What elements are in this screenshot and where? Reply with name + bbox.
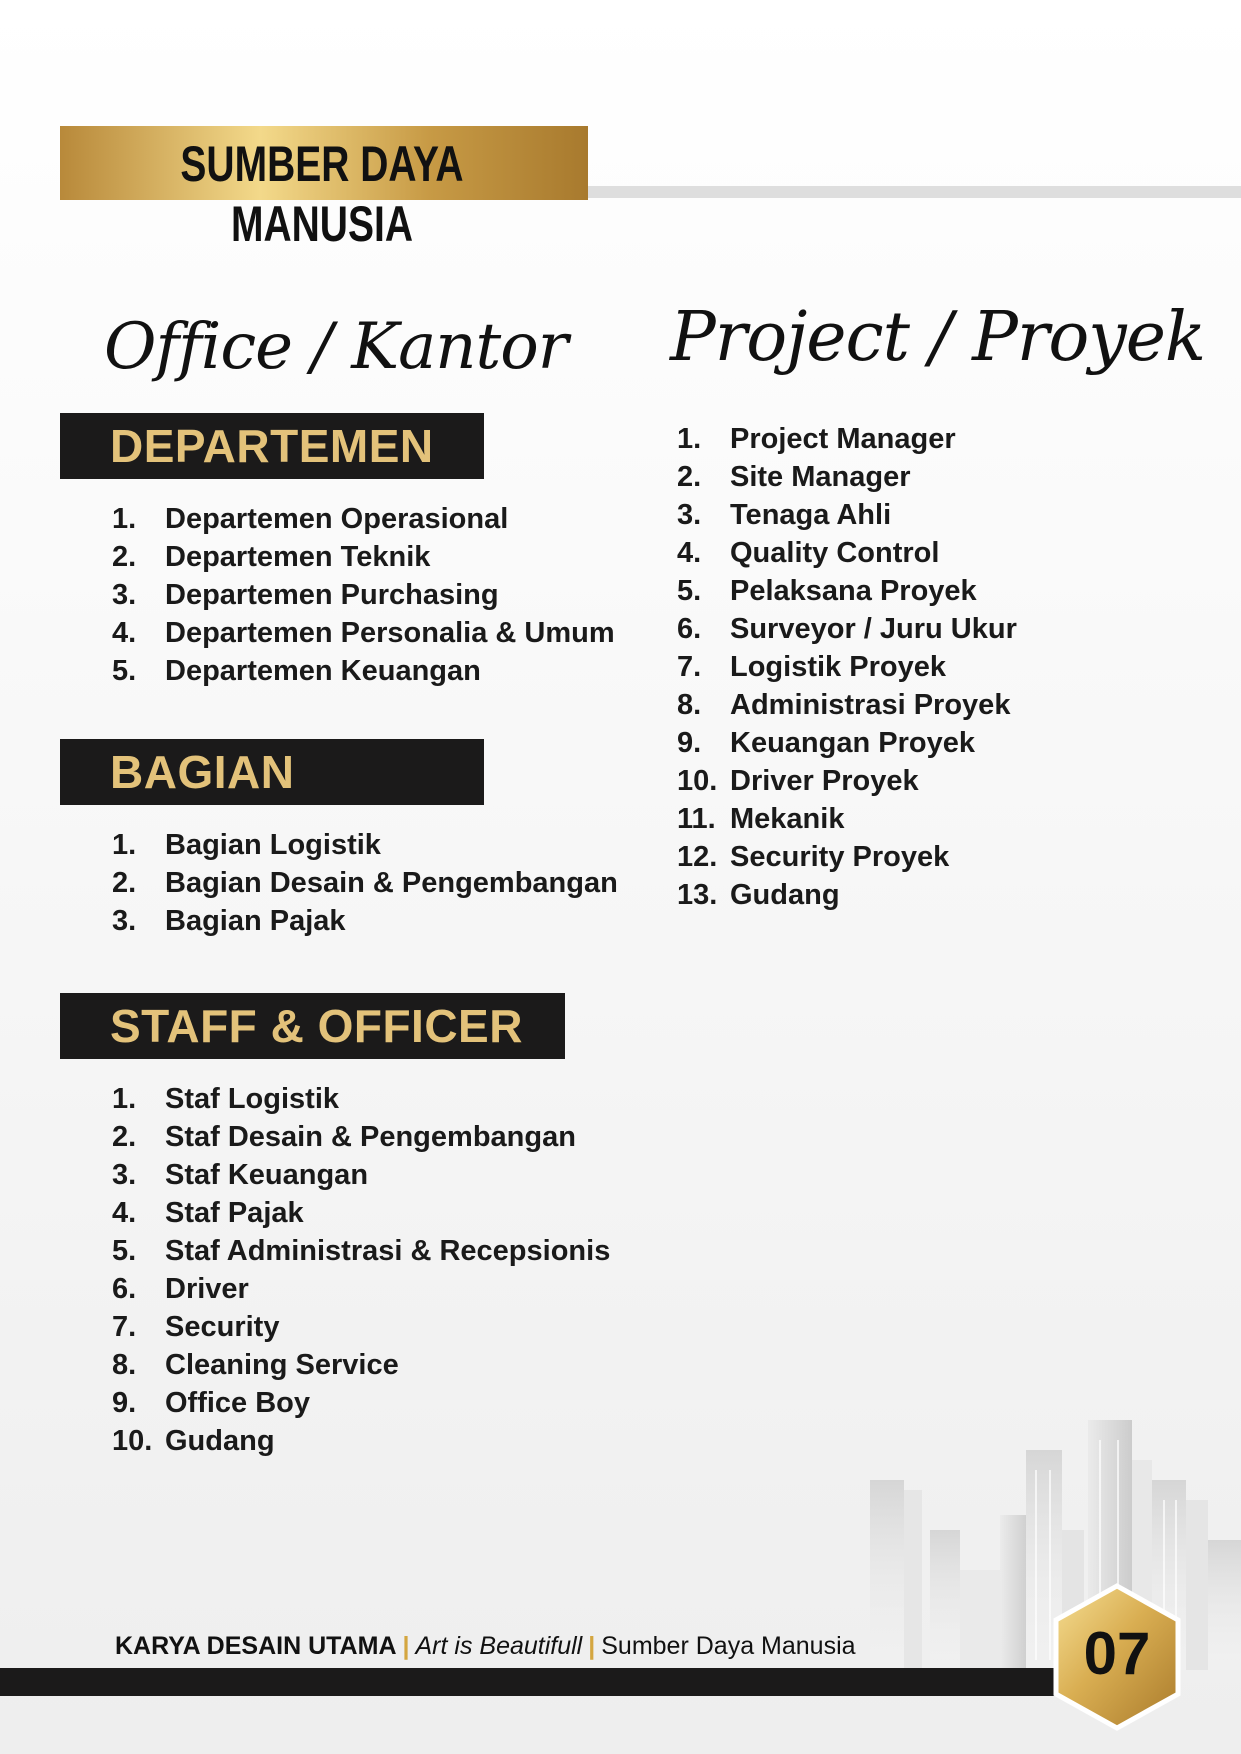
- list-item: 6. Driver: [112, 1273, 249, 1305]
- list-item: 2. Departemen Teknik: [112, 541, 431, 573]
- list-item: 4. Departemen Personalia & Umum: [112, 617, 615, 649]
- footer-section: Sumber Daya Manusia: [601, 1632, 856, 1660]
- section-bagian: [60, 739, 484, 805]
- list-item: 8. Administrasi Proyek: [677, 689, 1011, 721]
- departemen-list: [112, 500, 632, 690]
- list-item: 2. Bagian Desain & Pengembangan: [112, 867, 618, 899]
- section-label-bagian: BAGIAN: [110, 746, 295, 798]
- list-item: 4. Quality Control: [677, 537, 940, 569]
- footer-separator: |: [402, 1632, 410, 1660]
- list-item: 1. Staf Logistik: [112, 1083, 340, 1115]
- page-title: SUMBER DAYA MANUSIA: [180, 136, 464, 252]
- list-item: 1. Departemen Operasional: [112, 503, 509, 535]
- footer-separator: |: [588, 1632, 596, 1660]
- list-item: 6. Surveyor / Juru Ukur: [677, 613, 1017, 645]
- office-heading: Office / Kantor: [104, 310, 568, 384]
- list-item: 1. Project Manager: [677, 423, 956, 455]
- list-item: 10. Gudang: [112, 1425, 275, 1457]
- list-item: 9. Office Boy: [112, 1387, 311, 1419]
- list-item: 9. Keuangan Proyek: [677, 727, 975, 759]
- section-label-departemen: DEPARTEMEN: [110, 420, 434, 472]
- list-item: 2. Staf Desain & Pengembangan: [112, 1121, 576, 1153]
- list-item: 3. Staf Keuangan: [112, 1159, 369, 1191]
- list-item: 3. Bagian Pajak: [112, 905, 346, 937]
- list-item: 11. Mekanik: [677, 803, 845, 835]
- list-item: 5. Pelaksana Proyek: [677, 575, 977, 607]
- list-item: 2. Site Manager: [677, 461, 911, 493]
- list-item: 3. Tenaga Ahli: [677, 499, 892, 531]
- footer-tagline: Art is Beautifull: [415, 1632, 583, 1660]
- section-label-staff: STAFF & OFFICER: [110, 1000, 523, 1052]
- footer-company: KARYA DESAIN UTAMA: [115, 1632, 397, 1660]
- list-item: 7. Logistik Proyek: [677, 651, 946, 683]
- section-staff-officer: [60, 993, 565, 1059]
- page-number: 07: [1083, 1620, 1151, 1687]
- list-item: 10. Driver Proyek: [677, 765, 919, 797]
- header-divider-line: [588, 186, 1241, 198]
- footer-bar: [0, 1668, 1060, 1696]
- list-item: 8. Cleaning Service: [112, 1349, 399, 1381]
- footer-text: [115, 1628, 856, 1664]
- list-item: 12. Security Proyek: [677, 841, 950, 873]
- project-heading: Project / Proyek: [670, 298, 1206, 377]
- list-item: 4. Staf Pajak: [112, 1197, 304, 1229]
- list-item: 5. Staf Administrasi & Recepsionis: [112, 1235, 611, 1267]
- section-departemen: [60, 413, 484, 479]
- bagian-list: [112, 826, 632, 940]
- list-item: 7. Security: [112, 1311, 280, 1343]
- list-item: 1. Bagian Logistik: [112, 829, 381, 861]
- staff-list: [112, 1080, 672, 1460]
- list-item: 5. Departemen Keuangan: [112, 655, 481, 687]
- list-item: 3. Departemen Purchasing: [112, 579, 499, 611]
- list-item: 13. Gudang: [677, 879, 840, 911]
- project-list: [677, 420, 1197, 914]
